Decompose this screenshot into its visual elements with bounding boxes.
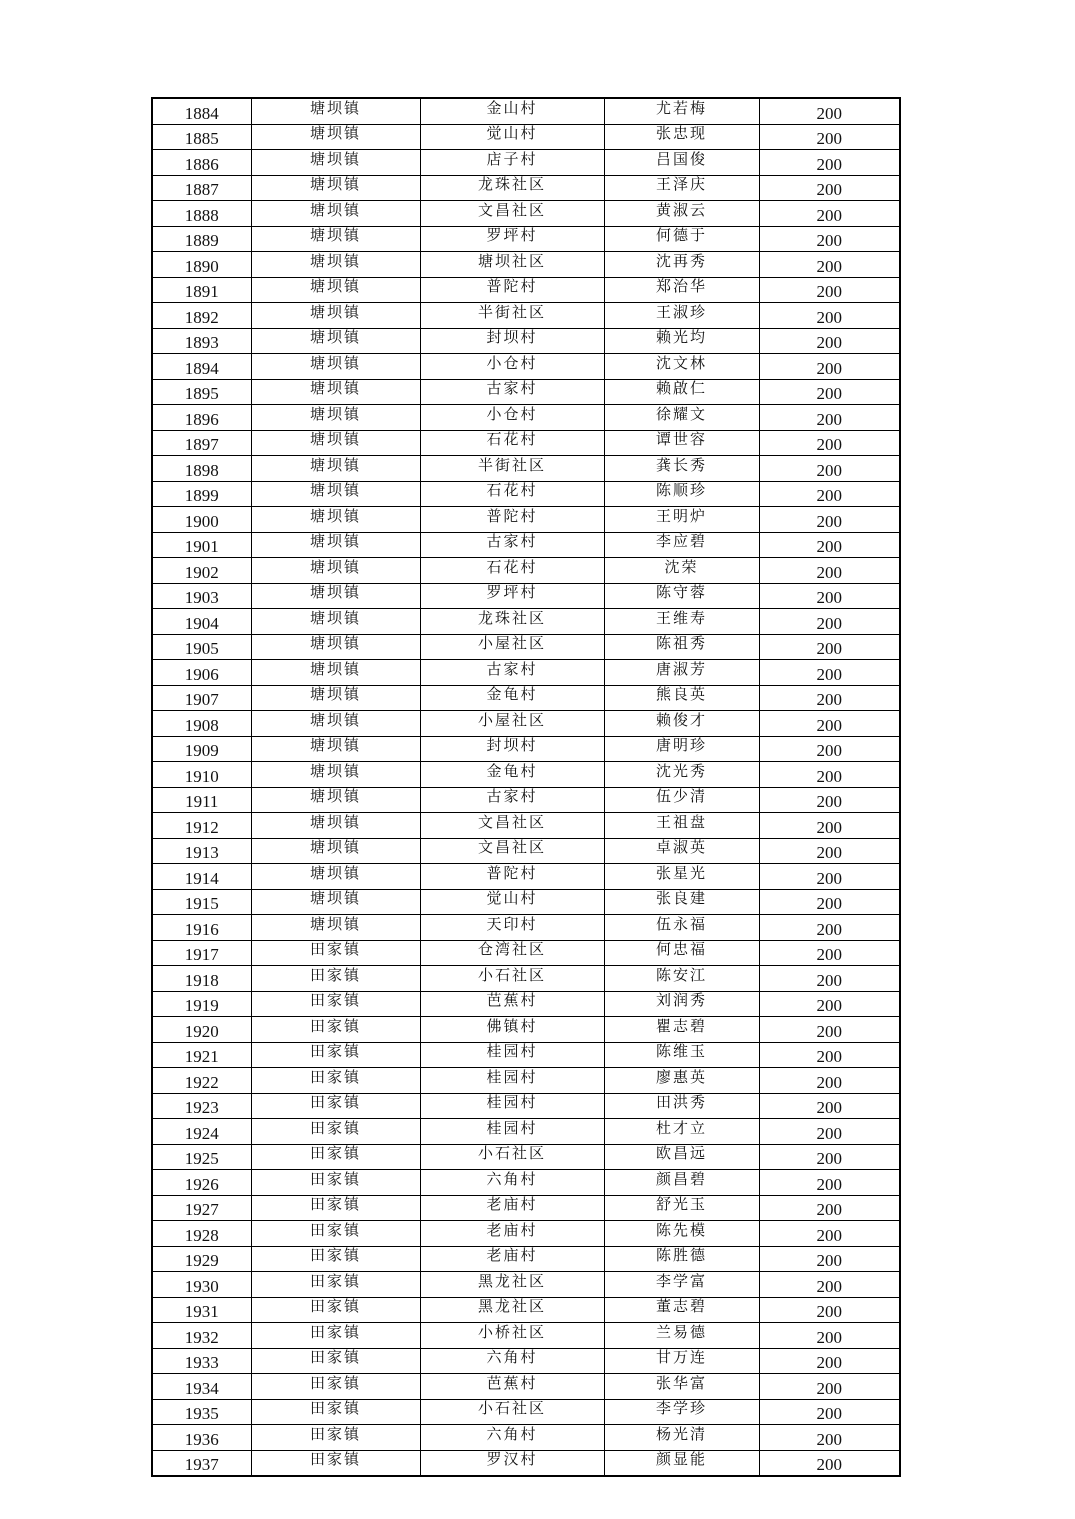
row-number-cell: 1897 (152, 432, 251, 458)
amount-cell: 200 (759, 585, 900, 611)
row-number-cell: 1896 (152, 407, 251, 433)
town-cell: 塘坝镇 (251, 95, 420, 121)
town-cell: 塘坝镇 (251, 504, 420, 530)
row-number-cell: 1914 (152, 866, 251, 892)
amount-cell: 200 (759, 764, 900, 790)
town-cell: 田家镇 (251, 1065, 420, 1091)
town-cell: 田家镇 (251, 1218, 420, 1244)
town-cell: 田家镇 (251, 1396, 420, 1422)
row-number-cell: 1928 (152, 1223, 251, 1249)
row-number-cell: 1906 (152, 662, 251, 688)
amount-cell: 200 (759, 356, 900, 382)
town-cell: 塘坝镇 (251, 453, 420, 479)
row-number-cell: 1923 (152, 1095, 251, 1121)
town-cell: 田家镇 (251, 1243, 420, 1269)
row-number-cell: 1936 (152, 1427, 251, 1453)
name-cell: 唐淑芳 (604, 657, 759, 683)
amount-cell: 200 (759, 254, 900, 280)
village-cell: 古家村 (420, 529, 604, 555)
village-cell: 文昌社区 (420, 810, 604, 836)
amount-cell: 200 (759, 228, 900, 254)
village-cell: 小桥社区 (420, 1320, 604, 1346)
row-number-cell: 1903 (152, 585, 251, 611)
village-cell: 老庙村 (420, 1192, 604, 1218)
amount-cell: 200 (759, 1095, 900, 1121)
amount-cell: 200 (759, 1121, 900, 1147)
town-cell: 田家镇 (251, 1447, 420, 1473)
village-cell: 古家村 (420, 784, 604, 810)
amount-cell: 200 (759, 1274, 900, 1300)
row-number-cell: 1886 (152, 152, 251, 178)
amount-cell: 200 (759, 1223, 900, 1249)
row-number-cell: 1907 (152, 687, 251, 713)
town-cell: 田家镇 (251, 1090, 420, 1116)
row-number-cell: 1894 (152, 356, 251, 382)
row-number-cell: 1888 (152, 203, 251, 229)
name-cell: 陈安江 (604, 963, 759, 989)
name-cell: 王淑珍 (604, 300, 759, 326)
village-cell: 罗坪村 (420, 580, 604, 606)
name-cell: 廖惠英 (604, 1065, 759, 1091)
town-cell: 塘坝镇 (251, 376, 420, 402)
records-table-body (152, 98, 900, 1476)
name-cell: 李学富 (604, 1269, 759, 1295)
row-number-cell: 1889 (152, 228, 251, 254)
name-cell: 伍永福 (604, 912, 759, 938)
town-cell: 塘坝镇 (251, 912, 420, 938)
amount-cell: 200 (759, 1325, 900, 1351)
row-number-cell: 1930 (152, 1274, 251, 1300)
village-cell: 文昌社区 (420, 835, 604, 861)
village-cell: 仓湾社区 (420, 937, 604, 963)
village-cell: 店子村 (420, 147, 604, 173)
village-cell: 普陀村 (420, 504, 604, 530)
village-cell: 黑龙社区 (420, 1294, 604, 1320)
town-cell: 田家镇 (251, 1116, 420, 1142)
amount-cell: 200 (759, 993, 900, 1019)
town-cell: 田家镇 (251, 1039, 420, 1065)
row-number-cell: 1893 (152, 330, 251, 356)
row-number-cell: 1931 (152, 1299, 251, 1325)
amount-cell: 200 (759, 1044, 900, 1070)
name-cell: 沈光秀 (604, 759, 759, 785)
row-number-cell: 1909 (152, 738, 251, 764)
row-number-cell: 1929 (152, 1248, 251, 1274)
row-number-cell: 1911 (152, 789, 251, 815)
row-number-cell: 1927 (152, 1197, 251, 1223)
town-cell: 田家镇 (251, 937, 420, 963)
row-number-cell: 1913 (152, 840, 251, 866)
amount-cell: 200 (759, 815, 900, 841)
town-cell: 田家镇 (251, 1141, 420, 1167)
village-cell: 石花村 (420, 478, 604, 504)
amount-cell: 200 (759, 687, 900, 713)
village-cell: 觉山村 (420, 121, 604, 147)
amount-cell: 200 (759, 126, 900, 152)
amount-cell: 200 (759, 1401, 900, 1427)
name-cell: 尤若梅 (604, 95, 759, 121)
name-cell: 赖光均 (604, 325, 759, 351)
name-cell: 瞿志碧 (604, 1014, 759, 1040)
village-cell: 金龟村 (420, 682, 604, 708)
town-cell: 塘坝镇 (251, 121, 420, 147)
town-cell: 塘坝镇 (251, 657, 420, 683)
village-cell: 芭蕉村 (420, 1371, 604, 1397)
name-cell: 龚长秀 (604, 453, 759, 479)
amount-cell: 200 (759, 840, 900, 866)
row-number-cell: 1918 (152, 968, 251, 994)
amount-cell: 200 (759, 1070, 900, 1096)
name-cell: 唐明珍 (604, 733, 759, 759)
name-cell: 沈文林 (604, 351, 759, 377)
village-cell: 金龟村 (420, 759, 604, 785)
name-cell: 王维寿 (604, 606, 759, 632)
amount-cell: 200 (759, 1427, 900, 1453)
town-cell: 田家镇 (251, 1371, 420, 1397)
amount-cell: 200 (759, 458, 900, 484)
amount-cell: 200 (759, 100, 900, 126)
town-cell: 塘坝镇 (251, 708, 420, 734)
records-table (151, 97, 901, 1477)
row-number-cell: 1898 (152, 458, 251, 484)
row-number-cell: 1932 (152, 1325, 251, 1351)
row-number-cell: 1899 (152, 483, 251, 509)
row-number-cell: 1921 (152, 1044, 251, 1070)
town-cell: 田家镇 (251, 1269, 420, 1295)
town-cell: 塘坝镇 (251, 784, 420, 810)
amount-cell: 200 (759, 866, 900, 892)
name-cell: 田洪秀 (604, 1090, 759, 1116)
name-cell: 徐耀文 (604, 402, 759, 428)
village-cell: 龙珠社区 (420, 606, 604, 632)
name-cell: 熊良英 (604, 682, 759, 708)
village-cell: 古家村 (420, 657, 604, 683)
row-number-cell: 1908 (152, 713, 251, 739)
town-cell: 塘坝镇 (251, 300, 420, 326)
amount-cell: 200 (759, 1299, 900, 1325)
village-cell: 佛镇村 (420, 1014, 604, 1040)
village-cell: 普陀村 (420, 861, 604, 887)
town-cell: 田家镇 (251, 1345, 420, 1371)
village-cell: 罗坪村 (420, 223, 604, 249)
village-cell: 觉山村 (420, 886, 604, 912)
row-number-cell: 1917 (152, 942, 251, 968)
town-cell: 田家镇 (251, 1014, 420, 1040)
row-number-cell: 1924 (152, 1121, 251, 1147)
row-number-cell: 1904 (152, 611, 251, 637)
name-cell: 卓淑英 (604, 835, 759, 861)
village-cell: 小石社区 (420, 1141, 604, 1167)
amount-cell: 200 (759, 917, 900, 943)
row-number-cell: 1885 (152, 126, 251, 152)
amount-cell: 200 (759, 381, 900, 407)
row-number-cell: 1905 (152, 636, 251, 662)
amount-cell: 200 (759, 152, 900, 178)
name-cell: 何德于 (604, 223, 759, 249)
village-cell: 桂园村 (420, 1039, 604, 1065)
town-cell: 田家镇 (251, 1422, 420, 1448)
name-cell: 颜昌碧 (604, 1167, 759, 1193)
row-number-cell: 1887 (152, 177, 251, 203)
amount-cell: 200 (759, 483, 900, 509)
amount-cell: 200 (759, 1019, 900, 1045)
name-cell: 陈顺珍 (604, 478, 759, 504)
town-cell: 塘坝镇 (251, 861, 420, 887)
town-cell: 塘坝镇 (251, 249, 420, 275)
amount-cell: 200 (759, 1350, 900, 1376)
name-cell: 沈荣 (604, 555, 759, 581)
amount-cell: 200 (759, 432, 900, 458)
amount-cell: 200 (759, 1452, 900, 1478)
village-cell: 普陀村 (420, 274, 604, 300)
amount-cell: 200 (759, 968, 900, 994)
amount-cell: 200 (759, 713, 900, 739)
name-cell: 张良建 (604, 886, 759, 912)
town-cell: 塘坝镇 (251, 606, 420, 632)
name-cell: 欧昌远 (604, 1141, 759, 1167)
row-number-cell: 1933 (152, 1350, 251, 1376)
town-cell: 田家镇 (251, 988, 420, 1014)
village-cell: 桂园村 (420, 1090, 604, 1116)
amount-cell: 200 (759, 560, 900, 586)
town-cell: 塘坝镇 (251, 223, 420, 249)
name-cell: 兰易德 (604, 1320, 759, 1346)
village-cell: 金山村 (420, 95, 604, 121)
town-cell: 塘坝镇 (251, 351, 420, 377)
village-cell: 小屋社区 (420, 631, 604, 657)
amount-cell: 200 (759, 1376, 900, 1402)
village-cell: 封坝村 (420, 325, 604, 351)
town-cell: 塘坝镇 (251, 759, 420, 785)
row-number-cell: 1900 (152, 509, 251, 535)
town-cell: 塘坝镇 (251, 631, 420, 657)
name-cell: 陈守蓉 (604, 580, 759, 606)
amount-cell: 200 (759, 407, 900, 433)
amount-cell: 200 (759, 942, 900, 968)
town-cell: 塘坝镇 (251, 325, 420, 351)
name-cell: 杜才立 (604, 1116, 759, 1142)
row-number-cell: 1912 (152, 815, 251, 841)
town-cell: 塘坝镇 (251, 529, 420, 555)
name-cell: 王明炉 (604, 504, 759, 530)
town-cell: 塘坝镇 (251, 147, 420, 173)
amount-cell: 200 (759, 1172, 900, 1198)
row-number-cell: 1901 (152, 534, 251, 560)
name-cell: 何忠福 (604, 937, 759, 963)
row-number-cell: 1920 (152, 1019, 251, 1045)
town-cell: 田家镇 (251, 1294, 420, 1320)
amount-cell: 200 (759, 534, 900, 560)
town-cell: 塘坝镇 (251, 172, 420, 198)
village-cell: 小仓村 (420, 402, 604, 428)
name-cell: 李学珍 (604, 1396, 759, 1422)
village-cell: 芭蕉村 (420, 988, 604, 1014)
town-cell: 塘坝镇 (251, 733, 420, 759)
row-number-cell: 1916 (152, 917, 251, 943)
town-cell: 塘坝镇 (251, 274, 420, 300)
name-cell: 李应碧 (604, 529, 759, 555)
amount-cell: 200 (759, 789, 900, 815)
row-number-cell: 1890 (152, 254, 251, 280)
amount-cell: 200 (759, 279, 900, 305)
name-cell: 赖俊才 (604, 708, 759, 734)
name-cell: 王泽庆 (604, 172, 759, 198)
village-cell: 六角村 (420, 1422, 604, 1448)
row-number-cell: 1915 (152, 891, 251, 917)
amount-cell: 200 (759, 891, 900, 917)
village-cell: 古家村 (420, 376, 604, 402)
amount-cell: 200 (759, 738, 900, 764)
name-cell: 谭世容 (604, 427, 759, 453)
town-cell: 塘坝镇 (251, 682, 420, 708)
village-cell: 桂园村 (420, 1116, 604, 1142)
amount-cell: 200 (759, 305, 900, 331)
name-cell: 赖啟仁 (604, 376, 759, 402)
row-number-cell: 1926 (152, 1172, 251, 1198)
name-cell: 颜显能 (604, 1447, 759, 1473)
name-cell: 张星光 (604, 861, 759, 887)
amount-cell: 200 (759, 509, 900, 535)
name-cell: 董志碧 (604, 1294, 759, 1320)
row-number-cell: 1910 (152, 764, 251, 790)
amount-cell: 200 (759, 662, 900, 688)
village-cell: 塘坝社区 (420, 249, 604, 275)
village-cell: 天印村 (420, 912, 604, 938)
village-cell: 半街社区 (420, 453, 604, 479)
row-number-cell: 1891 (152, 279, 251, 305)
village-cell: 封坝村 (420, 733, 604, 759)
amount-cell: 200 (759, 1197, 900, 1223)
name-cell: 舒光玉 (604, 1192, 759, 1218)
row-number-cell: 1895 (152, 381, 251, 407)
amount-cell: 200 (759, 177, 900, 203)
town-cell: 塘坝镇 (251, 580, 420, 606)
amount-cell: 200 (759, 636, 900, 662)
village-cell: 小仓村 (420, 351, 604, 377)
amount-cell: 200 (759, 1248, 900, 1274)
village-cell: 罗汉村 (420, 1447, 604, 1473)
name-cell: 陈胜德 (604, 1243, 759, 1269)
name-cell: 陈祖秀 (604, 631, 759, 657)
village-cell: 石花村 (420, 427, 604, 453)
town-cell: 塘坝镇 (251, 427, 420, 453)
village-cell: 六角村 (420, 1345, 604, 1371)
town-cell: 塘坝镇 (251, 810, 420, 836)
row-number-cell: 1922 (152, 1070, 251, 1096)
town-cell: 塘坝镇 (251, 478, 420, 504)
row-number-cell: 1892 (152, 305, 251, 331)
name-cell: 郑治华 (604, 274, 759, 300)
town-cell: 塘坝镇 (251, 886, 420, 912)
town-cell: 塘坝镇 (251, 402, 420, 428)
name-cell: 刘润秀 (604, 988, 759, 1014)
row-number-cell: 1934 (152, 1376, 251, 1402)
name-cell: 陈先模 (604, 1218, 759, 1244)
town-cell: 田家镇 (251, 1192, 420, 1218)
name-cell: 甘万连 (604, 1345, 759, 1371)
village-cell: 小屋社区 (420, 708, 604, 734)
town-cell: 塘坝镇 (251, 198, 420, 224)
row-number-cell: 1937 (152, 1452, 251, 1478)
table-row (152, 1450, 900, 1476)
name-cell: 王祖盘 (604, 810, 759, 836)
town-cell: 田家镇 (251, 1167, 420, 1193)
row-number-cell: 1902 (152, 560, 251, 586)
amount-cell: 200 (759, 611, 900, 637)
village-cell: 文昌社区 (420, 198, 604, 224)
amount-cell: 200 (759, 330, 900, 356)
name-cell: 陈维玉 (604, 1039, 759, 1065)
name-cell: 杨光清 (604, 1422, 759, 1448)
town-cell: 田家镇 (251, 963, 420, 989)
village-cell: 半街社区 (420, 300, 604, 326)
row-number-cell: 1925 (152, 1146, 251, 1172)
town-cell: 塘坝镇 (251, 555, 420, 581)
name-cell: 黄淑云 (604, 198, 759, 224)
name-cell: 张忠现 (604, 121, 759, 147)
village-cell: 石花村 (420, 555, 604, 581)
name-cell: 沈再秀 (604, 249, 759, 275)
name-cell: 伍少清 (604, 784, 759, 810)
village-cell: 老庙村 (420, 1218, 604, 1244)
village-cell: 小石社区 (420, 1396, 604, 1422)
town-cell: 塘坝镇 (251, 835, 420, 861)
amount-cell: 200 (759, 1146, 900, 1172)
name-cell: 张华富 (604, 1371, 759, 1397)
village-cell: 黑龙社区 (420, 1269, 604, 1295)
village-cell: 桂园村 (420, 1065, 604, 1091)
village-cell: 六角村 (420, 1167, 604, 1193)
town-cell: 田家镇 (251, 1320, 420, 1346)
name-cell: 吕国俊 (604, 147, 759, 173)
village-cell: 龙珠社区 (420, 172, 604, 198)
row-number-cell: 1884 (152, 100, 251, 126)
row-number-cell: 1919 (152, 993, 251, 1019)
village-cell: 老庙村 (420, 1243, 604, 1269)
row-number-cell: 1935 (152, 1401, 251, 1427)
amount-cell: 200 (759, 203, 900, 229)
village-cell: 小石社区 (420, 963, 604, 989)
